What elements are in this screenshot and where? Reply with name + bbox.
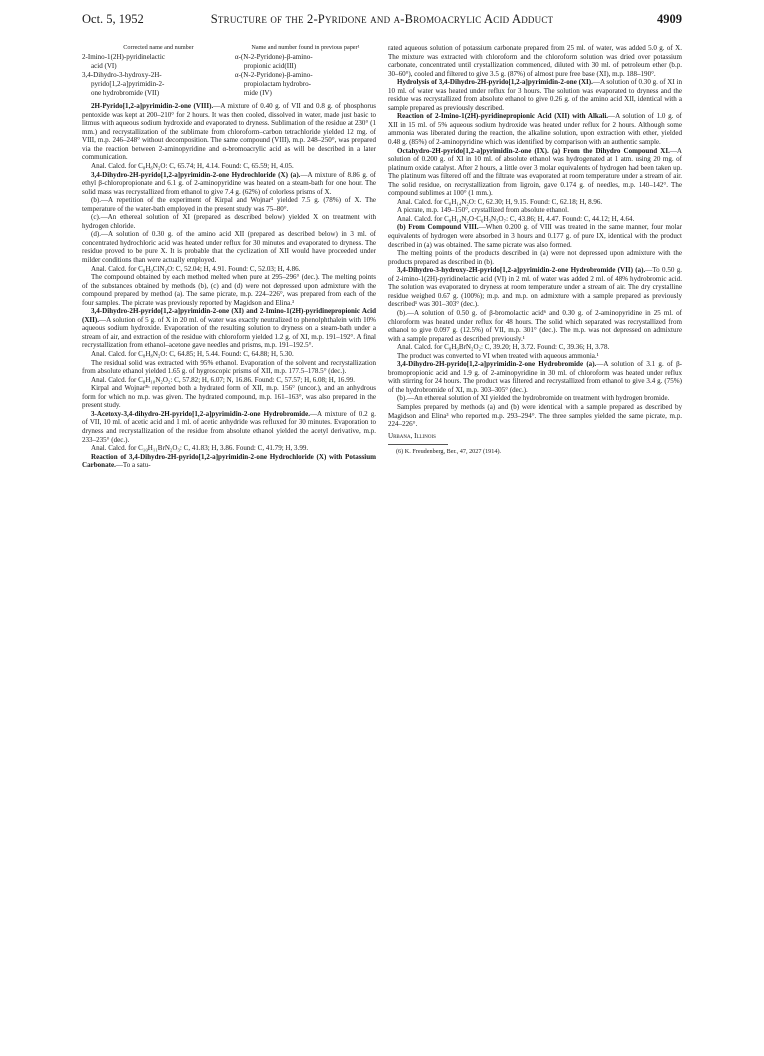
table-header-previous: Name and number found in previous paper¹ bbox=[251, 44, 360, 51]
paragraph-text: —A solution of 1.0 g. of XII in 15 ml. of 5% aqueous sodium hydroxide was heated under reflux for 2 hours. Although some ammonia was liberated during the reaction, the alkaline solution, upon extraction with ether, yielded 0.48 g. (85%) of 2-aminopyridine which was identified by comparison with an authentic sample. bbox=[388, 112, 682, 147]
paragraph bbox=[82, 265, 376, 274]
paragraph bbox=[388, 360, 682, 394]
paragraph-text: (b).—A repetition of the experiment of Kirpal and Wojnar³ yielded 7.5 g. (78%) of X. The temperature of the water-bath employed in the present study was 75–80°. bbox=[82, 196, 376, 213]
left-column bbox=[82, 44, 376, 1044]
footnote: (6) K. Freudenberg, Ber., 47, 2027 (1914). bbox=[396, 448, 502, 456]
corrected-name-cont: pyrido[1,2-a]pyrimidin-2- bbox=[91, 79, 165, 88]
corrected-name-cont: one hydrobromide (VII) bbox=[91, 88, 160, 97]
paragraph-heading: 3,4-Dihydro-2H-pyrido[1,2-a]pyrimidin-2-one (XI) and 2-Imino-1(2H)-pyridinepropionic Acid (XII). bbox=[82, 307, 376, 324]
paragraph bbox=[82, 162, 376, 171]
paragraph-text: (d).—A solution of 0.30 g. of the amino acid XII (prepared as described below) in 3 ml. of concentrated hydrochloric acid was heated under reflux for 30 minutes and evaporated to dryness. The residue proved to be pure X. It is probable that the cyclization of XII would have proceeded under milder conditions than were actually employed. bbox=[82, 230, 376, 265]
paragraph bbox=[388, 78, 682, 112]
paragraph bbox=[82, 444, 376, 453]
paragraph-heading: (b) From Compound VIII. bbox=[397, 223, 479, 232]
paragraph bbox=[82, 171, 376, 197]
paragraph-text: —A mixture of 8.86 g. of ethyl β-chloropropionate and 6.1 g. of 2-aminopyridine was heated on a steam-bath for one hour. The solid mass was recrystallized from ethanol to give 7.4 g. (62%) of colorless prisms of X. bbox=[82, 170, 376, 196]
paragraph-text: Anal. Calcd. for C₈H₁₀N₂O₂: C, 57.82; H, 6.07; N, 16.86. Found: C, 57.57; H, 6.08; H, 16.99. bbox=[91, 375, 356, 384]
paragraph-text: —A solution of 0.30 g. of XI in 10 ml. of water was heated under reflux for 3 hours. The solution was evaporated to dryness and the residue was recrystallized from absolute ethanol to give 0.26 g. of the amino acid XII, identical with a sample prepared as previously described. bbox=[388, 78, 682, 112]
running-header bbox=[82, 12, 682, 28]
paragraph-heading: Reaction of 2-Imino-1(2H)-pyridinepropionic Acid (XII) with Alkali. bbox=[397, 112, 609, 121]
footnote-rule bbox=[388, 444, 448, 445]
paragraph-text: (b).—An ethereal solution of XI yielded the hydrobromide on treatment with hydrogen bromide. bbox=[397, 394, 670, 403]
paragraph bbox=[388, 309, 682, 343]
previous-name-cont: propiolactam hydrobro- bbox=[243, 79, 311, 88]
paragraph-text: —A mixture of 0.2 g. of VII, 10 ml. of acetic acid and 1 ml. of acetic anhydride was refluxed for 30 minutes. Evaporation to dryness and recrystallization of the residue from absolute ethanol yielded the acetyl derivative, m.p. 233–235° (dec.). bbox=[82, 409, 376, 444]
paragraph bbox=[388, 206, 682, 215]
paragraph bbox=[388, 223, 682, 249]
paragraph-text: Anal. Calcd. for C₈H₉BrN₂O₂: C, 39.20; H, 3.72. Found: C, 39.36; H, 3.78. bbox=[397, 343, 610, 352]
paragraph bbox=[388, 266, 682, 309]
paragraph-text: —When 0.200 g. of VIII was treated in the same manner, four molar equivalents of hydrogen were absorbed in 3 hours and 0.177 g. of pure IX, identical with the product described in (a) was obtained. The same picrate was also formed. bbox=[388, 223, 682, 249]
paragraph-heading: 2H-Pyrido[1,2-a]pyrimidin-2-one (VIII). bbox=[91, 102, 214, 111]
paragraph bbox=[82, 230, 376, 264]
paragraph bbox=[388, 249, 682, 266]
paragraph bbox=[82, 196, 376, 213]
paragraph-text: Anal. Calcd. for C₁₀H₁₁BrN₂O₃: C, 41.83; H, 3.86. Found: C, 41.79; H, 3.99. bbox=[91, 444, 309, 453]
table-row bbox=[82, 71, 376, 98]
location-line: Urbana, Illinois bbox=[388, 431, 436, 440]
previous-name-cont: mide (IV) bbox=[243, 88, 272, 97]
paragraph-text: (b).—A solution of 0.50 g. of β-bromolactic acid⁶ and 0.30 g. of 2-aminopyridine in 25 ml. of chloroform was heated under reflux for 48 hours. The solid which separated was recrystallized from ethanol to give 0.097 g. (12.5%) of VII, m.p. 301° (dec.). The m.p. was not depressed on admixture with a sample prepared as described previously.¹ bbox=[388, 308, 682, 343]
previous-name: α-(N-2-Pyridone)-β-amino- bbox=[234, 53, 313, 62]
paragraph-heading: Reaction of 3,4-Dihydro-2H-pyrido[1,2-a]pyrimidin-2-one Hydrochloride (X) with Potassium Carbonate. bbox=[82, 452, 376, 470]
paragraph-text: Anal. Calcd. for C₈H₈N₂O: C, 64.85; H, 5.44. Found: C, 64.88; H, 5.30. bbox=[91, 350, 294, 359]
paragraph-text: —A solution of 5 g. of X in 20 ml. of water was exactly neutralized to phenolphthalein with 10% aqueous sodium hydroxide. Evaporation of the resulting solution to dryness on a steam-bath under a stream of air, and extraction of the residue with chloroform yielded 1.2 g. of XI, m.p. 191–192°. A final recrystallization from ethanol–acetone gave needles and prisms, m.p. 191–192.5°. bbox=[82, 315, 376, 350]
paragraph bbox=[388, 352, 682, 361]
corrected-name-cont: acid (VI) bbox=[91, 61, 117, 70]
right-column bbox=[388, 44, 682, 1044]
paragraph bbox=[82, 307, 376, 350]
paragraph-text: Anal. Calcd. for C₈H₁₄N₂O: C, 62.30; H, 9.15. Found: C, 62.18; H, 8.96. bbox=[397, 197, 603, 206]
paragraph bbox=[82, 213, 376, 230]
paragraph-text: The residual solid was extracted with 95% ethanol. Evaporation of the solvent and recrystallization from absolute ethanol yielded 1.65 g. of hygroscopic prisms of XII, m.p. 177.5–178.5° (dec.). bbox=[82, 358, 376, 376]
paragraph bbox=[82, 102, 376, 162]
paragraph-heading: 3,4-Dihydro-2H-pyrido[1,2-a]pyrimidin-2-one Hydrobromide (a). bbox=[397, 360, 597, 369]
paragraph bbox=[82, 384, 376, 410]
right-column-text bbox=[388, 44, 682, 429]
table-header-corrected: Corrected name and number bbox=[123, 44, 194, 51]
paragraph bbox=[388, 198, 682, 207]
paragraph-text: (c).—An ethereal solution of XI (prepared as described below) yielded X on treatment with hydrogen chloride. bbox=[82, 213, 376, 230]
paragraph bbox=[388, 112, 682, 146]
paragraph bbox=[388, 343, 682, 352]
paragraph-text: The product was converted to VI when treated with aqueous ammonia.¹ bbox=[397, 351, 599, 360]
previous-name: α-(N-2-Pyridone)-β-amino- bbox=[234, 71, 313, 80]
paragraph-heading: 3,4-Dihydro-2H-pyrido[1,2-a]pyrimidin-2-one Hydrochloride (X) (a). bbox=[91, 170, 301, 179]
paragraph bbox=[82, 350, 376, 359]
paragraph-text: rated aqueous solution of potassium carbonate prepared from 25 ml. of water, was added 5.0 g. of X. The mixture was extracted with chloroform and the chloroform solution was dried over potassium carbonate, concentrated until crystallization commenced, diluted with 30 ml. of petroleum ether (b.p. 30–60°), cooled and filtered to give 3.5 g. (87%) of almost pure free base (XI), m.p. 188–190°. bbox=[388, 44, 682, 78]
issue-date: Oct. 5, 1952 bbox=[82, 12, 144, 26]
page-number: 4909 bbox=[657, 12, 682, 26]
paragraph bbox=[388, 394, 682, 403]
paragraph-text: —To 0.50 g. of 2-imino-1(2H)-pyridinelactic acid (VI) in 2 ml. of water was added 2 ml. of 48% hydrobromic acid. The solution was evaporated to dryness at room temperature under a stream of air. The dry crystalline residue weighed 0.67 g. (100%); m.p. and m.p. on admixture with a sample prepared as previously described¹ was 301–303° (dec.). bbox=[388, 266, 682, 309]
paragraph-text: Kirpal and Wojnar³ᵇ reported both a hydrated form of XII, m.p. 156° (uncor.), and an anhydrous form for which no m.p. was given. The hydrated compound, m.p. 161–163°, was also prepared in the present study. bbox=[82, 384, 376, 410]
paragraph-text: —A solution of 3.1 g. of β-bromopropionic acid and 1.9 g. of 2-aminopyridine in 30 ml. of chloroform was heated under reflux with stirring for 24 hours. The product was filtered and recrystallized from ethanol to give 3.4 g. (75%) of the hydrobromide of XI, m.p. 303–305° (dec.). bbox=[388, 360, 682, 394]
table-row bbox=[82, 53, 376, 71]
paragraph bbox=[388, 403, 682, 429]
running-title: Structure of the 2-Pyridone and α-Bromoacrylic Acid Adduct bbox=[210, 12, 554, 26]
paragraph bbox=[388, 147, 682, 198]
paragraph-text: —To a satu- bbox=[115, 461, 151, 470]
paragraph bbox=[82, 410, 376, 444]
paragraph-heading: 3,4-Dihydro-3-hydroxy-2H-pyrido[1,2-a]pyrimidin-2-one Hydrobromide (VII) (a). bbox=[397, 266, 646, 275]
paragraph bbox=[388, 215, 682, 224]
corrected-name: 2-Imino-1(2H)-pyridinelactic bbox=[82, 53, 165, 62]
paragraph-text: Samples prepared by methods (a) and (b) were identical with a sample prepared as described by Magidson and Elina³ who reported m.p. 293–294°. The three samples yielded the same picrate, m.p. 224–226°. bbox=[388, 402, 682, 429]
paragraph bbox=[388, 44, 682, 78]
paragraph-text: —A mixture of 0.40 g. of VII and 0.8 g. of phosphorus pentoxide was kept at 200–210° for 2 hours. It was then cooled, dissolved in water, made just basic to litmus with aqueous sodium hydroxide and evaporated to dryness. Sublimation of the residue at 230° (1 mm.) and recrystallization of the sublimate from chloroform–carbon tetrachloride yielded 12 mg. of VIII, m.p. 246–248° without decomposition. The same compound (VIII), m.p. 248–250°, was prepared via the reaction between 2-aminopyridine and α-bromoacrylic acid as will be described in a later communication. bbox=[82, 102, 376, 162]
paragraph-heading: 3-Acetoxy-3,4-dihydro-2H-pyrido[1,2-a]pyrimidin-2-one Hydrobromide. bbox=[91, 409, 310, 418]
paragraph-heading: Hydrolysis of 3,4-Dihydro-2H-pyrido[1,2-a]pyrimidin-2-one (XI). bbox=[397, 78, 593, 87]
paragraph bbox=[82, 359, 376, 376]
paragraph-text: Anal. Calcd. for C₈H₆N₂O: C, 65.74; H, 4.14. Found: C, 65.59; H, 4.05. bbox=[91, 162, 294, 170]
paragraph-text: —A solution of 0.200 g. of XI in 10 ml. of absolute ethanol was hydrogenated at 1 atm. using 20 mg. of platinum oxide catalyst. After 2 hours, a little over 3 molar equivalents of hydrogen had been taken up. The platinum was filtered off and the filtrate was evaporated at room temperature under a stream of air. The solid residue, on recrystallization from ligroin, gave 0.174 g. of needles, m.p. 140–142°. The compound sublimes at 100° (1 mm.). bbox=[388, 146, 682, 198]
names-correction-table bbox=[82, 44, 376, 98]
paragraph bbox=[82, 376, 376, 385]
paragraph-text: Anal. Calcd. for C₈H₁₄N₂O·C₆H₃N₃O₇: C, 43.86; H, 4.47. Found: C, 44.12; H, 4.64. bbox=[397, 214, 635, 223]
paragraph bbox=[82, 453, 376, 470]
paragraph-text: Anal. Calcd. for C₈H₉ClN₂O: C, 52.04; H, 4.91. Found: C, 52.03; H, 4.86. bbox=[91, 264, 301, 273]
paragraph-text: The compound obtained by each method melted when pure at 295–296° (dec.). The melting points of the substances obtained by methods (b), (c) and (d) were not depressed upon admixture with the compound prepared by method (a). The same picrate, m.p. 224–226°, was prepared from each of the four samples. The picrate was previously reported by Magidson and Elina.³ bbox=[82, 273, 376, 307]
paragraph bbox=[82, 273, 376, 307]
paragraph-heading: Octahydro-2H-pyrido[1,2-a]pyrimidin-2-one (IX). (a) From the Dihydro Compound XI. bbox=[397, 146, 670, 155]
left-column-text bbox=[82, 102, 376, 470]
paragraph-text: A picrate, m.p. 149–150°, crystallized from absolute ethanol. bbox=[397, 206, 569, 215]
corrected-name: 3,4-Dihydro-3-hydroxy-2H- bbox=[82, 71, 162, 80]
paragraph-text: The melting points of the products described in (a) were not depressed upon admixture with the products prepared as described in (b). bbox=[388, 249, 682, 266]
previous-name-cont: propionic acid(III) bbox=[243, 61, 297, 70]
